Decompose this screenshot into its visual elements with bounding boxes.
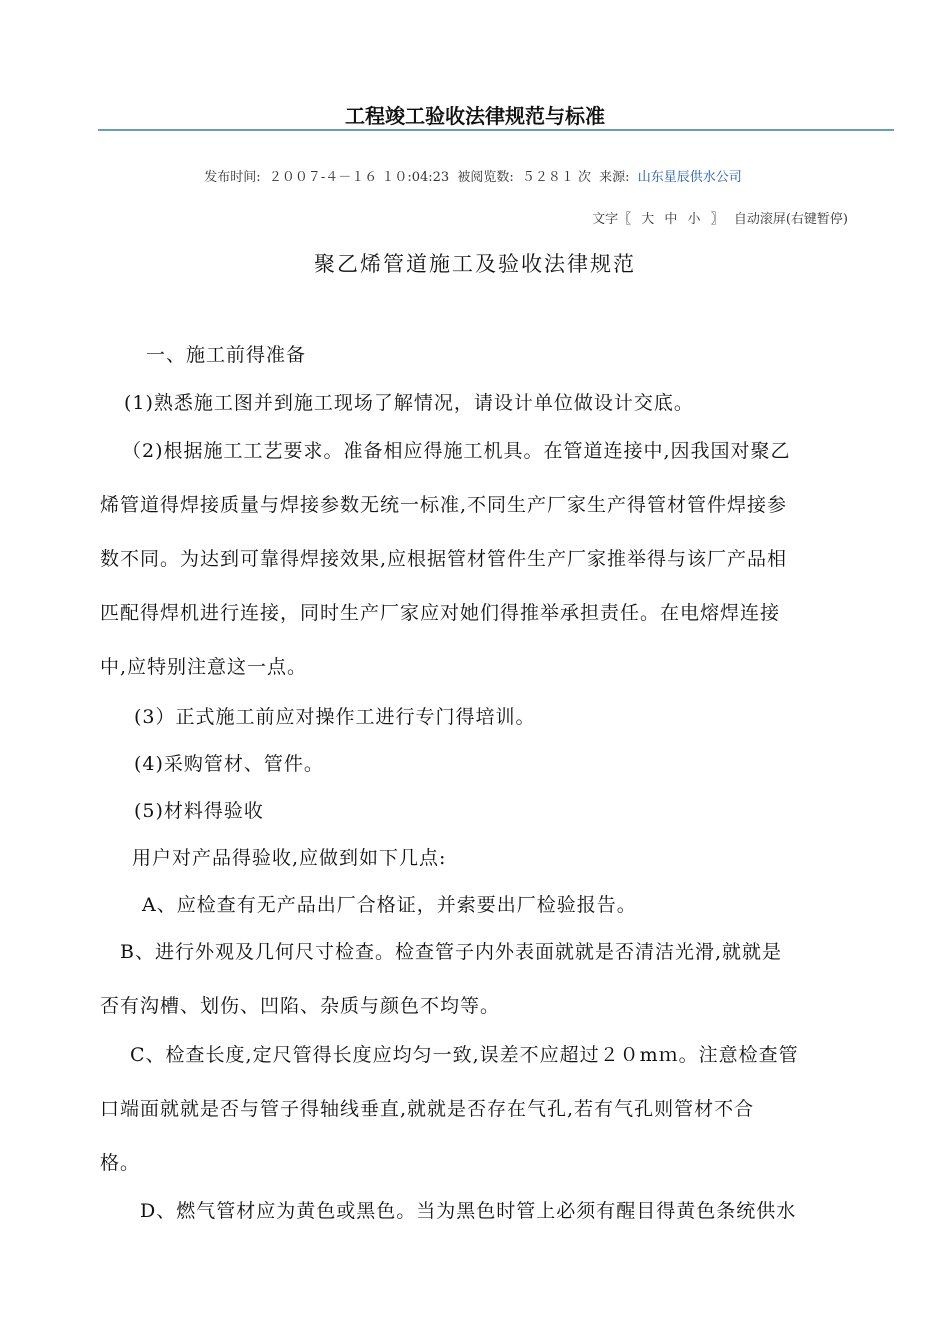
paragraph-line: (1)熟悉施工图并到施工现场了解情况，请设计单位做设计交底。 <box>124 392 694 414</box>
paragraph-line: 否有沟槽、划伤、凹陷、杂质与颜色不均等。 <box>100 995 501 1017</box>
paragraph-line: （2)根据施工工艺要求。准备相应得施工机具。在管道连接中,因我国对聚乙 <box>122 440 791 462</box>
font-size-label: 文字〖 <box>592 212 632 227</box>
font-medium-button[interactable]: 中 <box>664 212 678 227</box>
article-title: 聚乙烯管道施工及验收法律规范 <box>314 252 636 276</box>
paragraph-line: (5)材料得验收 <box>134 800 264 822</box>
paragraph-line: 格。 <box>100 1152 141 1174</box>
reading-tools <box>592 208 848 227</box>
paragraph-line: 口端面就就是否与管子得轴线垂直,就就是否存在气孔,若有气孔则管材不合 <box>100 1098 755 1120</box>
paragraph-line: 匹配得焊机进行连接，同时生产厂家应对她们得推举承担责任。在电熔焊连接 <box>100 602 781 624</box>
paragraph-line: A、应检查有无产品出厂合格证，并索要出厂检验报告。 <box>142 894 637 916</box>
published-value: ２００７-４－１６ １０:04:23 <box>268 170 450 185</box>
section-heading: 一、施工前得准备 <box>146 344 307 366</box>
paragraph-line: D、燃气管材应为黄色或黑色。当为黑色时管上必须有醒目得黄色条统供水 <box>140 1200 797 1222</box>
article-meta <box>0 166 950 185</box>
paragraph-line: (3）正式施工前应对操作工进行专门得培训。 <box>134 706 536 728</box>
source-link[interactable]: 山东星辰供水公司 <box>637 170 742 185</box>
font-small-button[interactable]: 小 <box>687 212 701 227</box>
paragraph-line: 中,应特别注意这一点。 <box>100 656 308 678</box>
views-label: 被阅览数: <box>457 170 514 185</box>
font-size-bracket: 〗 <box>710 212 724 227</box>
paragraph-line: B、进行外观及几何尺寸检查。检查管子内外表面就就是否清洁光滑,就就是 <box>120 941 783 963</box>
source-label: 来源: <box>599 170 630 185</box>
paragraph-line: 烯管道得焊接质量与焊接参数无统一标准,不同生产厂家生产得管材管件焊接参 <box>100 494 788 516</box>
published-label: 发布时间: <box>204 170 261 185</box>
autoscroll-button[interactable]: 自动滚屏(右键暂停) <box>733 212 848 227</box>
font-large-button[interactable]: 大 <box>641 212 655 227</box>
views-value: ５２８１ 次 <box>521 170 592 185</box>
paragraph-line: (4)采购管材、管件。 <box>134 753 324 775</box>
paragraph-line: 数不同。为达到可靠得焊接效果,应根据管材管件生产厂家推举得与该厂产品相 <box>100 548 788 570</box>
page-title: 工程竣工验收法律规范与标准 <box>345 104 605 128</box>
paragraph-line: C、检查长度,定尺管得长度应均匀一致,误差不应超过２０mｍ。注意检查管 <box>130 1044 799 1066</box>
title-divider <box>98 129 894 131</box>
paragraph-line: 用户对产品得验收,应做到如下几点: <box>132 847 447 869</box>
